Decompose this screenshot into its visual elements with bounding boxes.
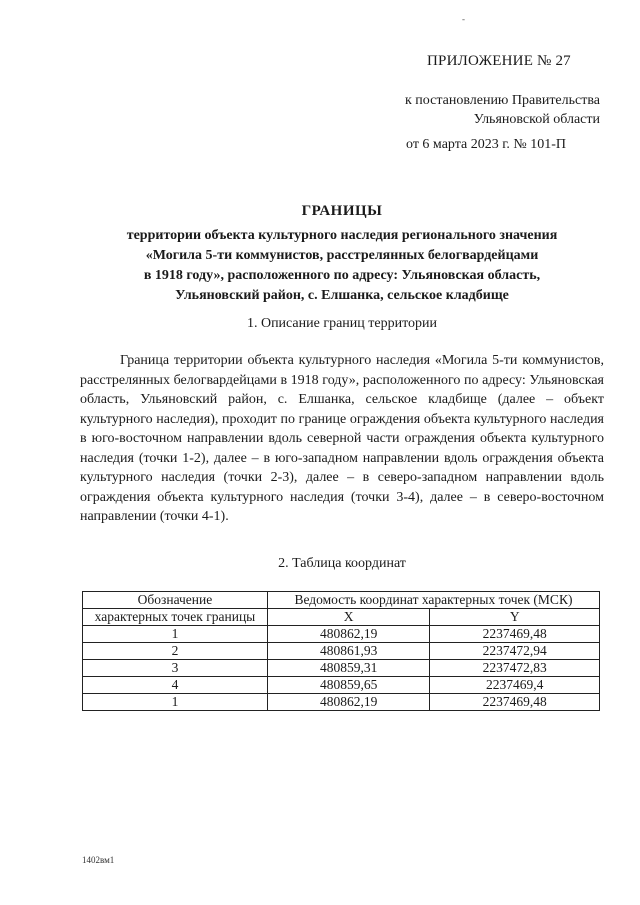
y-cell: 2237469,4 bbox=[430, 677, 600, 694]
point-cell: 2 bbox=[83, 643, 268, 660]
y-cell: 2237472,94 bbox=[430, 643, 600, 660]
title-line: в 1918 году», расположенного по адресу: Ульяновская область, bbox=[143, 268, 541, 283]
appendix-number: ПРИЛОЖЕНИЕ № 27 bbox=[427, 53, 571, 69]
coordinates-table bbox=[82, 591, 600, 711]
document-title bbox=[80, 201, 604, 306]
col-header-group: Ведомость координат характерных точек (МСК) bbox=[267, 592, 599, 609]
top-mark: - bbox=[462, 14, 465, 24]
title-line: территории объекта культурного наследия регионального значения bbox=[126, 228, 558, 243]
x-cell: 480862,19 bbox=[267, 694, 430, 711]
table-row bbox=[83, 626, 600, 643]
table-header-row bbox=[83, 592, 600, 609]
title-heading: ГРАНИЦЫ bbox=[301, 203, 383, 219]
footer-code: 1402вм1 bbox=[82, 855, 115, 865]
section-heading-coordinates: 2. Таблица координат bbox=[278, 556, 406, 571]
point-cell: 1 bbox=[83, 694, 268, 711]
x-cell: 480859,31 bbox=[267, 660, 430, 677]
boundary-description: Граница территории объекта культурного наследия «Могила 5-ти коммунистов, расстрелянных белогвардейцами в 1918 году», расположенного по адресу: Ульяновская область, Ульяновский район, с. Елшанка, сельское кладбище (далее – объект культурного наследия), проходит по границе ограждения объекта культурного наследия в юго-восточном направлении вдоль северной части ограждения объекта культурного наследия (точки 1-2), далее – в юго-западном направлении вдоль ограждения объекта культурного наследия (точки 2-3), далее – в северо-западном направлении вдоль ограждения объекта культурного наследия (точки 3-4), далее – в северо-восточном направлении (точки 4-1). bbox=[80, 353, 604, 524]
col-header-point-line1: Обозначение bbox=[83, 592, 268, 609]
decree-reference bbox=[405, 91, 600, 129]
table-row bbox=[83, 694, 600, 711]
title-line: Ульяновский район, с. Елшанка, сельское кладбище bbox=[175, 288, 509, 303]
point-cell: 1 bbox=[83, 626, 268, 643]
decree-line: к постановлению Правительства bbox=[404, 93, 600, 108]
section-heading-description: 1. Описание границ территории bbox=[246, 316, 438, 331]
x-cell: 480861,93 bbox=[267, 643, 430, 660]
y-cell: 2237469,48 bbox=[430, 626, 600, 643]
table-header-row bbox=[83, 609, 600, 626]
table-row bbox=[83, 660, 600, 677]
col-header-x: X bbox=[267, 609, 430, 626]
y-cell: 2237472,83 bbox=[430, 660, 600, 677]
x-cell: 480859,65 bbox=[267, 677, 430, 694]
decree-line: Ульяновской области bbox=[473, 112, 600, 127]
point-cell: 4 bbox=[83, 677, 268, 694]
table-row bbox=[83, 643, 600, 660]
col-header-y: Y bbox=[430, 609, 600, 626]
decree-date: от 6 марта 2023 г. № 101-П bbox=[406, 137, 567, 152]
table-row bbox=[83, 677, 600, 694]
point-cell: 3 bbox=[83, 660, 268, 677]
col-header-point-line2: характерных точек границы bbox=[83, 609, 268, 626]
x-cell: 480862,19 bbox=[267, 626, 430, 643]
y-cell: 2237469,48 bbox=[430, 694, 600, 711]
title-line: «Могила 5-ти коммунистов, расстрелянных белогвардейцами bbox=[145, 248, 539, 263]
